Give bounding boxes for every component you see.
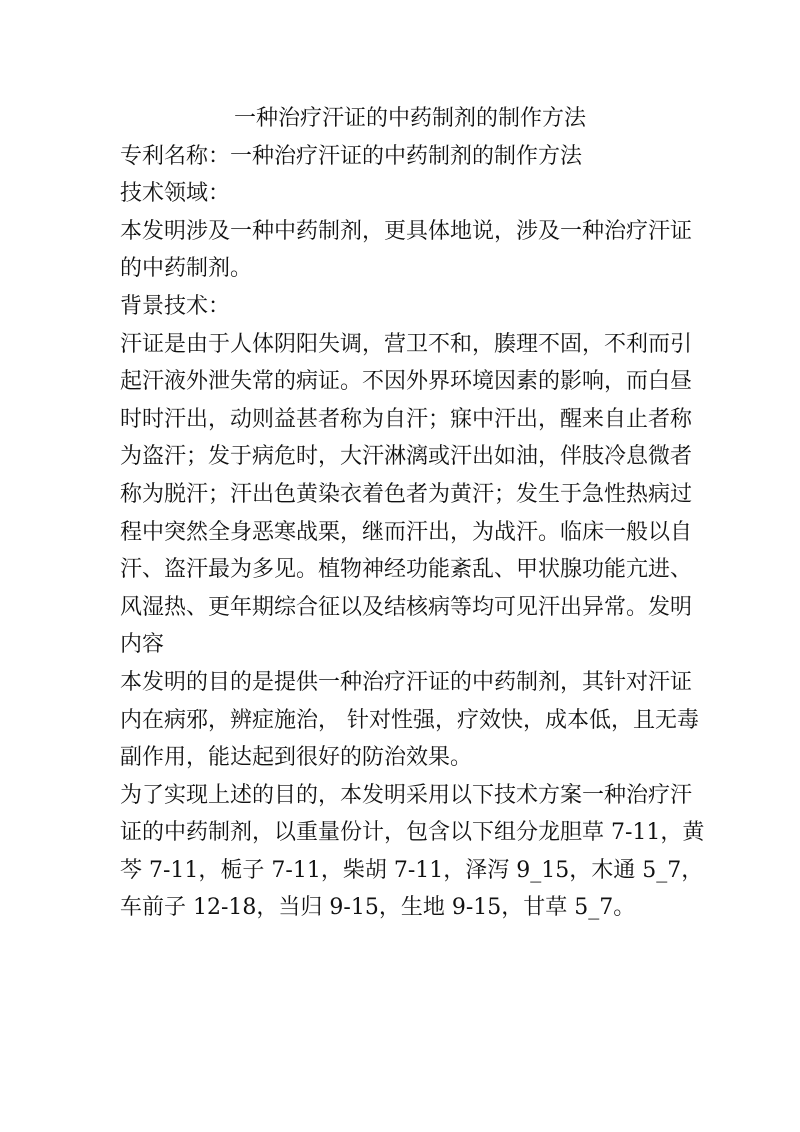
document-title: 一种治疗汗证的中药制剂的制作方法 bbox=[233, 106, 586, 131]
paragraph-line: 内容 bbox=[120, 632, 165, 658]
paragraph-line: 为了实现上述的目的，本发明采用以下技术方案一种治疗汗 bbox=[120, 782, 693, 808]
paragraph-line: 风湿热、更年期综合征以及结核病等均可见汗出异常。发明 bbox=[120, 594, 693, 620]
document-body bbox=[120, 100, 705, 927]
paragraph-line: 的中药制剂。 bbox=[120, 256, 253, 282]
paragraph-line: 为盗汗；发于病危时，大汗淋漓或汗出如油，伴肢冷息微者 bbox=[120, 444, 693, 470]
paragraph-line: 起汗液外泄失常的病证。不因外界环境因素的影响，而白昼 bbox=[120, 369, 693, 395]
paragraph-line: 本发明涉及一种中药制剂，更具体地说，涉及一种治疗汗证 bbox=[120, 218, 693, 244]
background-heading: 背景技术： bbox=[120, 293, 231, 319]
patent-name: 专利名称：一种治疗汗证的中药制剂的制作方法 bbox=[120, 143, 583, 169]
paragraph-line: 证的中药制剂，以重量份计，包含以下组分龙胆草 7-11，黄 bbox=[120, 820, 705, 846]
paragraph-line: 副作用，能达起到很好的防治效果。 bbox=[120, 745, 473, 771]
paragraph-line: 汗证是由于人体阴阳失调，营卫不和，腠理不固，不利而引 bbox=[120, 331, 693, 357]
paragraph-line: 车前子 12-18，当归 9-15，生地 9-15，甘草 5_7。 bbox=[120, 895, 636, 921]
paragraph-line: 内在病邪，辨症施治， 针对性强，疗效快，成本低，且无毒 bbox=[120, 707, 699, 733]
background-paragraph bbox=[120, 326, 700, 664]
paragraph-line: 汗、盗汗最为多见。植物神经功能紊乱、甲状腺功能亢进、 bbox=[120, 557, 693, 583]
paragraph-line: 芩 7-11，栀子 7-11，柴胡 7-11，泽泻 9_15，木通 5_7， bbox=[120, 857, 704, 883]
tech-field-heading: 技术领域： bbox=[120, 181, 231, 207]
tech-field-paragraph bbox=[120, 213, 700, 288]
paragraph-line: 本发明的目的是提供一种治疗汗证的中药制剂，其针对汗证 bbox=[120, 669, 693, 695]
solution-paragraph bbox=[120, 777, 705, 927]
paragraph-line: 时时汗出，动则益甚者称为自汗；寐中汗出，醒来自止者称 bbox=[120, 406, 693, 432]
paragraph-line: 称为脱汗；汗出色黄染衣着色者为黄汗；发生于急性热病过 bbox=[120, 481, 693, 507]
content-paragraph bbox=[120, 664, 700, 777]
paragraph-line: 程中突然全身恶寒战栗，继而汗出，为战汗。临床一般以自 bbox=[120, 519, 693, 545]
